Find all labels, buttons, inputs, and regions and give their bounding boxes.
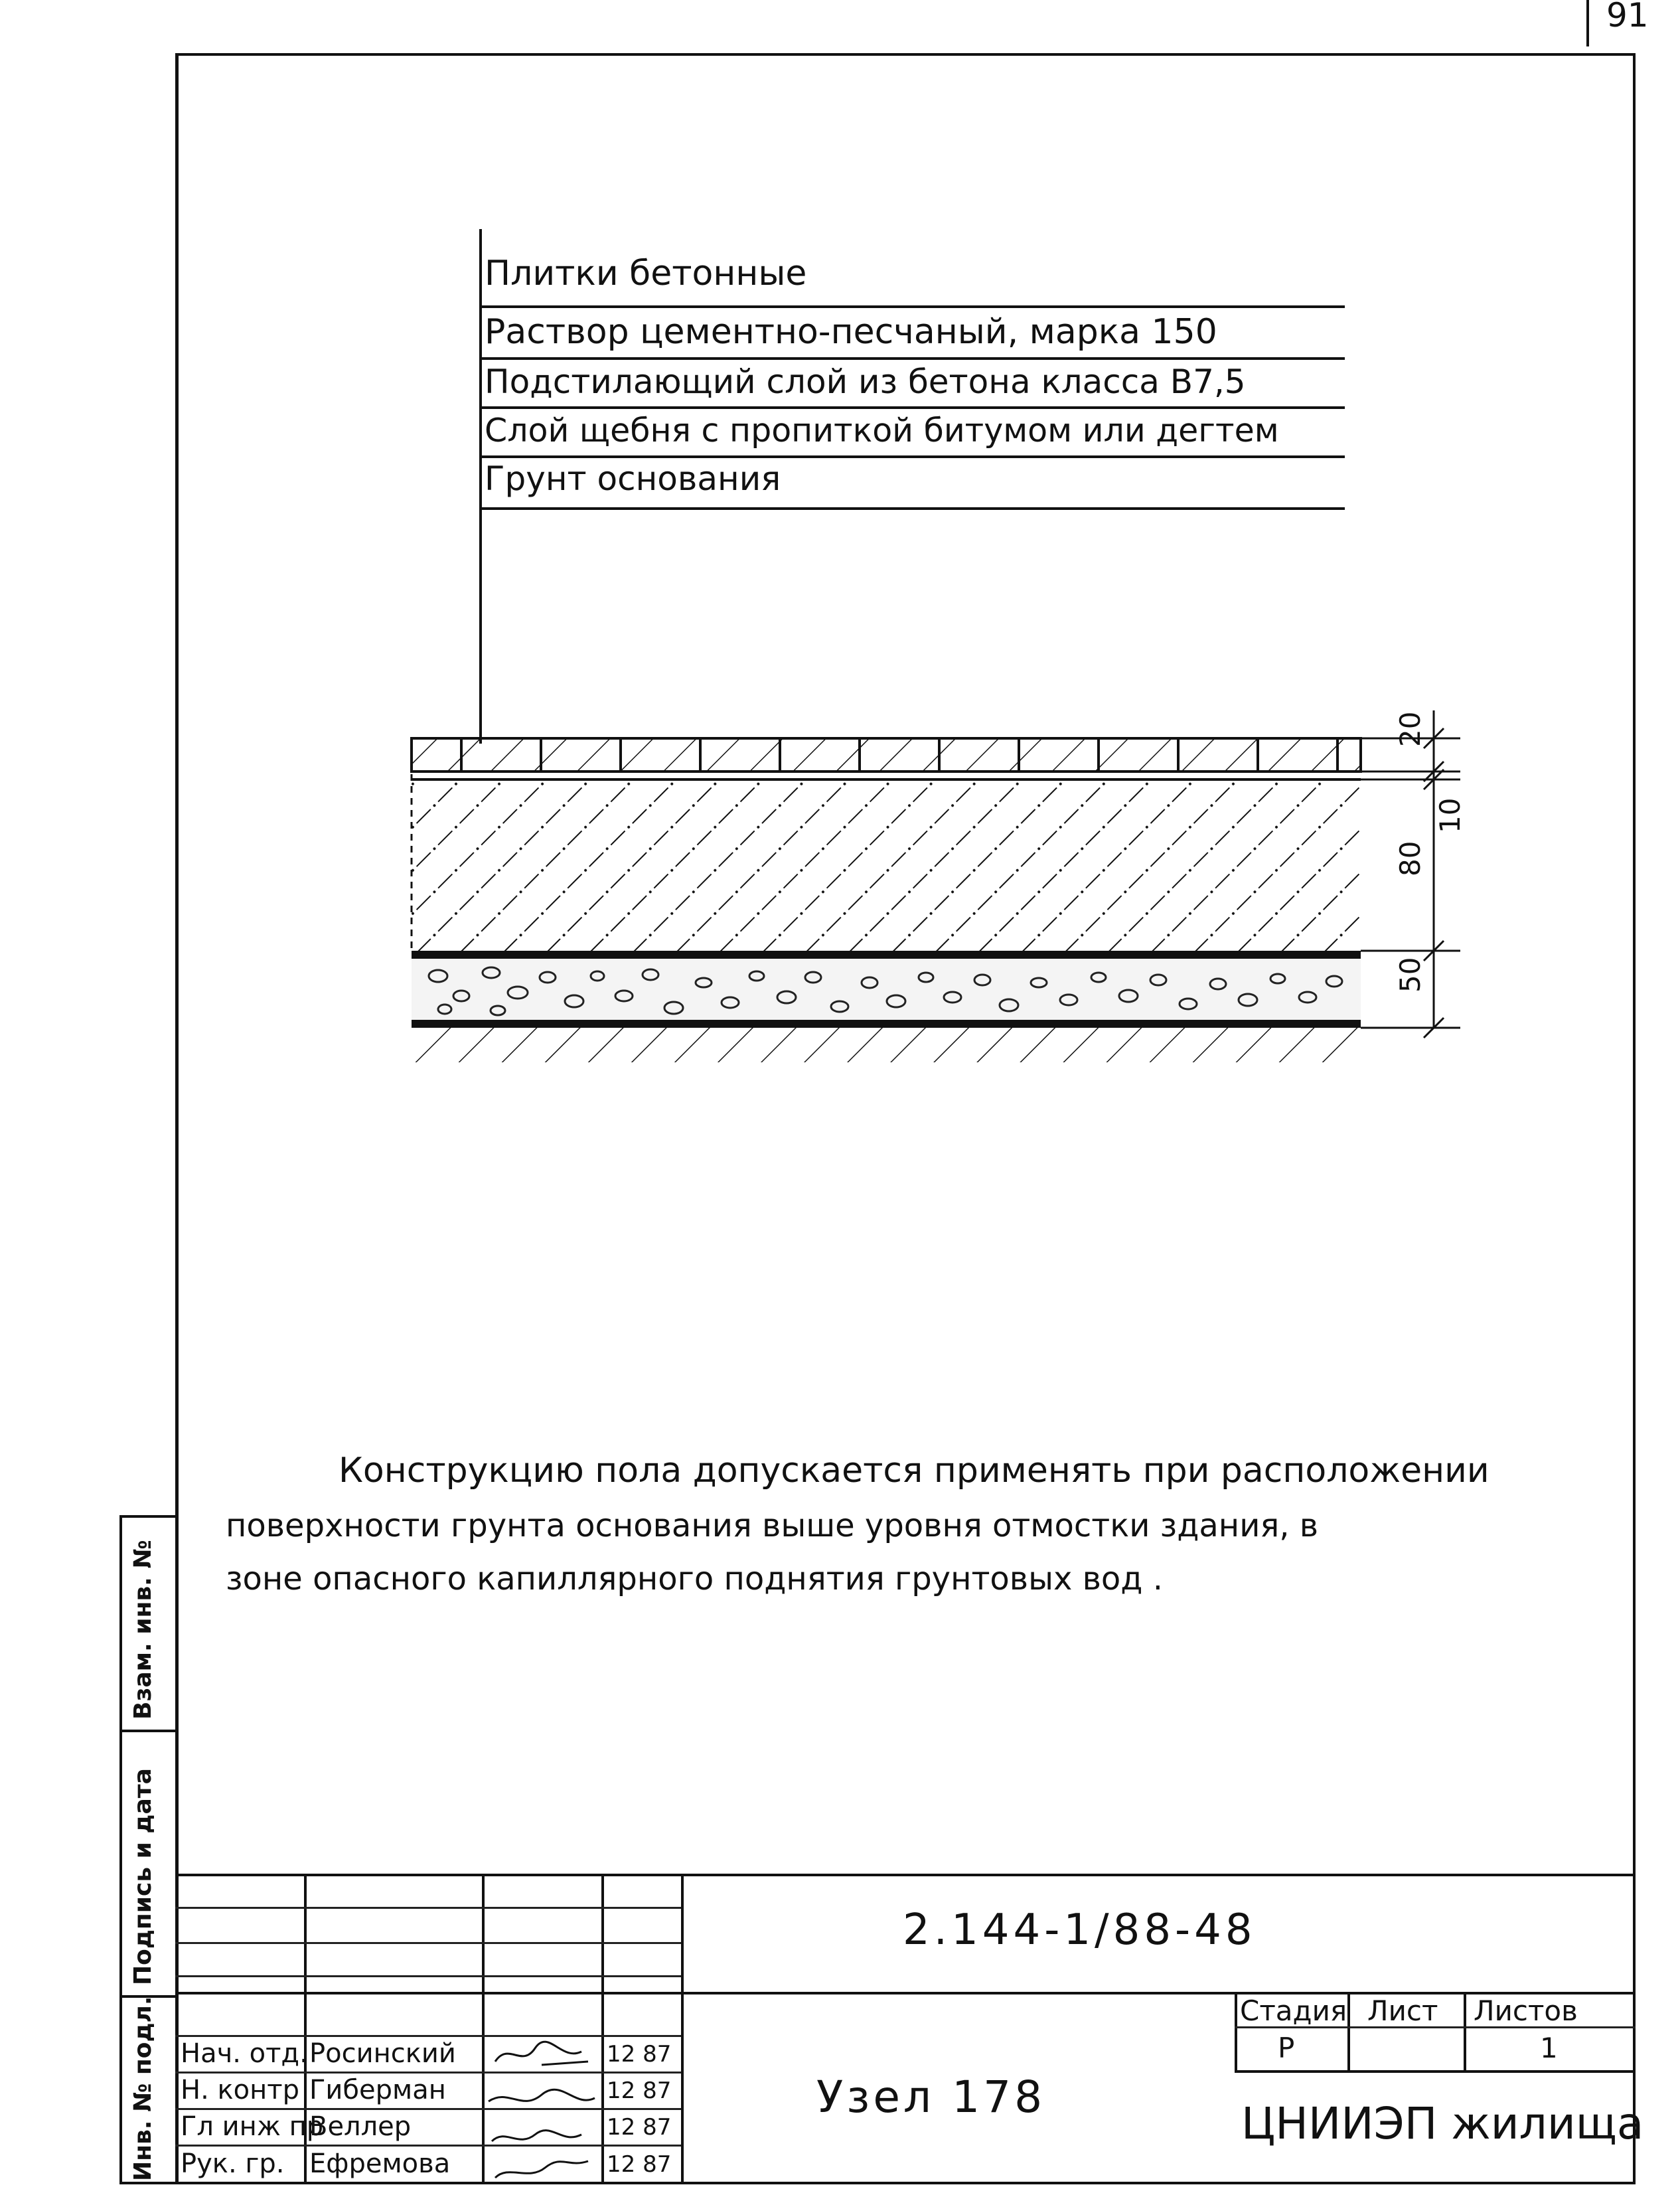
sig-role-2: Н. контр [181,2075,299,2105]
layer-label-soil: Грунт основания [485,459,781,498]
soil-layer [412,1028,1361,1062]
sheets-header: Листов [1474,1994,1578,2027]
sig-date-1: 12 87 [607,2041,672,2068]
sig-role-1: Нач. отд. [181,2038,308,2069]
layer-underline-3 [482,406,1345,409]
sig-date-4: 12 87 [607,2151,672,2178]
dim-20: 20 [1394,711,1426,747]
layer-label-gravel: Слой щебня с пропиткой битумом или дегтем [485,412,1279,449]
layer-label-mortar: Раствор цементно-песчаный, марка 150 [485,312,1217,352]
sig-role-4: Рук. гр. [181,2149,285,2179]
dim-10: 10 [1434,797,1466,833]
sig-role-3: Гл инж пр [181,2111,324,2142]
layer-underline-1 [482,305,1345,308]
note-line-2: поверхности грунта основания выше уровня отмостки здания, в [226,1507,1319,1544]
stamp-podpis-data: Подпись и дата [129,1768,157,1985]
sheets-value: 1 [1540,2032,1558,2064]
concrete-layer [412,779,1361,952]
tile-layer [412,738,1361,772]
sig-name-4: Ефремова [309,2149,451,2179]
sheet-header: Лист [1367,1994,1438,2027]
sig-name-3: Веллер [309,2111,412,2142]
layer-underline-2 [482,357,1345,360]
stage-header: Стадия [1240,1994,1347,2027]
dim-80: 80 [1394,841,1426,876]
layer-label-concrete: Подстилающий слой из бетона класса В7,5 [485,363,1246,401]
sig-name-2: Гиберман [309,2075,446,2105]
layer-label-tiles: Плитки бетонные [485,254,807,293]
page-number: 91 [1606,0,1649,35]
dim-50: 50 [1394,957,1426,993]
layer-underline-4 [482,455,1345,458]
doc-code: 2.144-1/88-48 [903,1906,1257,1955]
note-line-1: Конструкцию пола допускается применять при расположении [339,1451,1489,1491]
floor-section-drawing [398,691,1527,1062]
organization: ЦНИИЭП жилища [1241,2098,1644,2149]
page-number-divider [1586,0,1589,46]
sig-date-2: 12 87 [607,2077,672,2104]
node-title: Узел 178 [816,2072,1046,2123]
handwritten-signatures [482,2035,601,2184]
sig-date-3: 12 87 [607,2114,672,2141]
stamp-inv-podl: Инв. № подл. [129,1996,157,2181]
sig-name-1: Росинский [309,2038,456,2069]
stamp-vzam-inv: Взам. инв. № [129,1540,157,1720]
layer-underline-5 [482,507,1345,510]
note-line-3: зоне опасного капиллярного поднятия грунтовых вод . [226,1560,1163,1597]
stage-value: Р [1278,2032,1295,2064]
